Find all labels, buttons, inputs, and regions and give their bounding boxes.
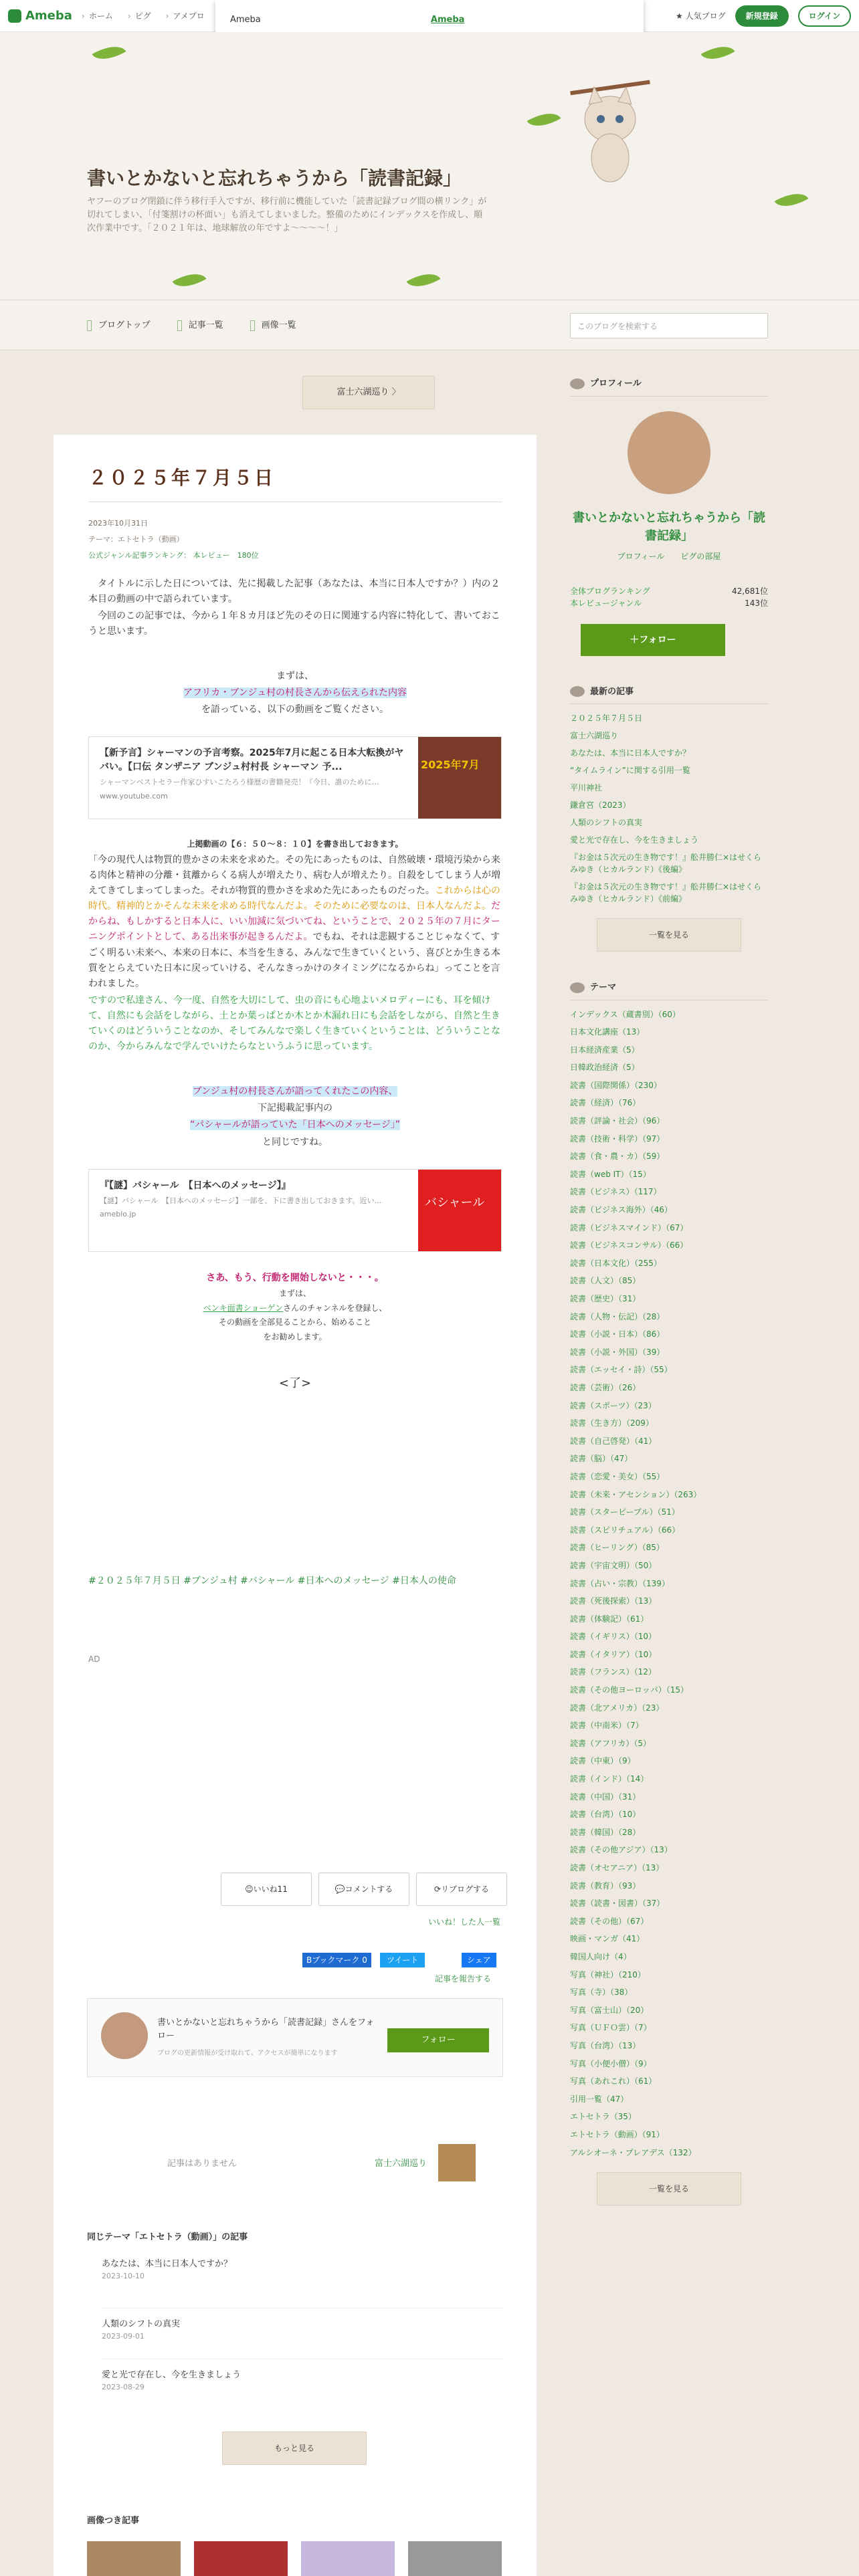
theme-item[interactable]: 読書（中南米）（7） xyxy=(570,1721,644,1731)
like-button[interactable]: ☺ いいね 11 xyxy=(221,1872,312,1906)
recent-item[interactable]: 富士六湖巡り xyxy=(570,731,619,740)
theme-item[interactable]: 読書（ビジネス海外）（46） xyxy=(570,1205,672,1215)
next-article-link[interactable]: 富士六湖巡り xyxy=(375,2159,427,2169)
nav-home[interactable]: › ホーム xyxy=(82,10,113,22)
end-mark: <了> xyxy=(278,1376,312,1390)
related-item[interactable]: 愛と光で存在し、今を生きましょう 2023-08-29 xyxy=(102,2370,242,2391)
follow-button[interactable]: フォロー xyxy=(387,2028,489,2052)
reblog-button[interactable]: ⟳ リブログする xyxy=(416,1872,507,1906)
recent-list-button[interactable]: 一覧を見る xyxy=(597,918,741,952)
next-article-button[interactable]: 富士六湖巡り 〉 xyxy=(302,376,435,409)
sidebar: プロフィール 書いとかないと忘れちゃうから「読書記録」 プロフィール ピグの部屋 全体ブログランキング 42,681位 本レビュージャンル 143位 ＋フォロー 最新の記事 ２０２５年７月５日 富士六湖巡り あなたは、本当に日本人ですか？ “タイムライン”に関する引用一覧 平川神社 鎌倉宮（2023） 人類のシフトの真実 愛と光で存在し、今を生きましょう 『お金は５次元の生き物です！』舩井勝仁×はせくらみゆき（ヒカルランド）《後編》 『お金は５次元の生き物です！』舩井勝仁×はせくらみゆき（ヒカルランド）《前編》 一覧を見る テーマ インデックス（蔵書別）（60） 日本文化講座（13） 日本経済産業（5） 日韓政治経済（5） 読書（国際関係）（230） 読書（経済）（76） 読書（評論・社会）（96） 読書（技術・科学）（97） 読書（食・農・カ）（59） 読書（web IT）（15） 読書（ビジネス）（117） 読書（ビジネス海外）（46） 読書（ビジネスマインド）（67） 読書（ビジネスコンサル）（66） 読書（日本文化）（255） 読書（人文）（85） 読書（歴史）（31） 読書（人物・伝記）（28） 読書（小説・日本）（86） 読書（小説・外国）（39） 読書（エッセイ・詩）（55） 読書（芸術）（26） 読書（スポーツ）（23） 読書（生き方）（209） 読書（自己啓発）（41） 読書（脳）（47） 読書（恋愛・美女）（55） 読書（未来・アセンション）（263） 読書（スターピープル）（51） 読書（スピリチュアル）（66） 読書（ヒーリング）（85） 読書（宇宙文明）（50） 読書（占い・宗教）（139） 読書（死後探索）（13） 読書（体験記）（61） 読書（イギリス）（10） 読書（イタリア）（10） 読書（フランス）（12） 読書（その他ヨーロッパ）（15） 読書（北アメリカ）（23） 読書（中南米）（7） 読書（アフリカ）（5） 読書（中東）（9） 読書（インド）（14） 読書（中国）（31） 読書（台湾）（10） 読書（韓国）（28） 読書（その他アジア）（13） 読書（オセアニア）（13） 読書（教育）（93） 読書（読書・図書）（37） 読書（その他）（67） 映画・マンガ（41） 韓国人向け（4） 写真（神社）（210） 写真（寺）（38） 写真（富士山）（20） 写真（ＵＦＯ雲）（7） 写真（台湾）（13） 写真（小便小僧）（9） 写真（あれこれ）（61） 引用一覧（47） エトセトラ（35） エトセトラ（動画）（91） アルシオーネ・プレアデス（132） 一覧を見る xyxy=(570,377,768,2206)
theme-item[interactable]: エトセトラ（動画）（91） xyxy=(570,2129,664,2139)
popular-blog-link[interactable]: ★ 人気ブログ xyxy=(675,11,726,21)
related-item[interactable]: 人類のシフトの真実 2023-09-01 xyxy=(102,2309,503,2359)
theme-item[interactable]: 読書（スポーツ）（23） xyxy=(570,1400,656,1410)
comment-button[interactable]: 💬 コメントする xyxy=(318,1872,409,1906)
recent-list xyxy=(570,710,768,907)
theme-item[interactable]: 写真（富士山）（20） xyxy=(570,2005,649,2015)
image-thumb[interactable] xyxy=(194,2541,288,2576)
overlay-label: Ameba xyxy=(230,15,261,25)
genre-ranking-link[interactable]: 本レビュージャンル xyxy=(570,598,642,608)
theme-item[interactable]: 読書（芸術）（26） xyxy=(570,1382,641,1392)
leaf-icon xyxy=(701,39,735,67)
prev-article: 記事はありません xyxy=(167,2159,237,2169)
overall-ranking[interactable]: 全体ブログランキング xyxy=(570,586,650,596)
theme-item[interactable]: 読書（エッセイ・詩）（55） xyxy=(570,1365,672,1375)
leaf-icon xyxy=(775,186,809,214)
blog-header xyxy=(0,32,859,300)
quote-text: 「今の現代人は物質的豊かさの未来を求めた。その先にあったものは、自然破壊・環境汚染から来る肉体と精神の分離・貧離からくる病人が増えたり、病む人が増えたり。自殺をしてしまう人が増えてきてしまってしまった。それが物質的豊かさを求めた先にあったものだった。これからは心の時代。精神的とかそんな未来を求める時代なんだよ。そのために必要なのは、日本人なんだよ。だからね、もしかすると日本人に、いい加減に気づいてね、ということで、２０２５年の７月にターニングポイントとして、ある出来事が起きるんだよ。でもね、それは悲観することじゃなくて、すごく明るい未来へ、本来の日本に、本当を生きる、みんなで生きていくという、喜びとか生きる本質をとらえていた日本に戻っていける、そんなきっかけのタイミングになるからね」ってことを言われました。 xyxy=(88,855,500,989)
signup-button[interactable]: 新規登録 xyxy=(735,5,789,27)
more-button[interactable]: もっと見る xyxy=(222,2432,367,2465)
theme-list xyxy=(570,1006,768,2162)
quote-text-2: ですので私達さん、今一度、自然を大切にして、虫の音にも心地よいメロディーにも、耳を傾けて、自然にも会話をしながら、土とか葉っぱとか木とか木漏れ日にも会話をしながら、自然と生きていくのはどういうことなのか、そしてみんなで楽しく生きていくということは、どういうことなのか、今からみんなで学んでいけたらなというふうに思っています。 xyxy=(88,994,500,1053)
article-date: 2023年10月31日 xyxy=(88,519,148,528)
theme-item[interactable]: 写真（神社）（210） xyxy=(570,1969,646,1979)
pigg-room-link[interactable]: ピグの部屋 xyxy=(680,551,721,561)
intro-text-2: 今回のこの記事では、今から１年８カ月ほど先のその日に関連する内容に特化して、書いておこうと思います。 xyxy=(88,610,500,637)
theme-item[interactable]: 読書（脳）（47） xyxy=(570,1454,633,1464)
ameblo-embed-card[interactable]: 『【謎】バシャール 【日本へのメッセージ】』 【謎】バシャール 【日本へのメッセージ】一部を、下に書き出しておきます。近い... ameblo.jp バシャール xyxy=(88,1169,502,1252)
theme-item[interactable]: 写真（寺）（38） xyxy=(570,1988,633,1998)
theme-item[interactable]: 読書（体験記）（61） xyxy=(570,1614,649,1624)
article-container: ２０２５年７月５日 2023年10月31日 テーマ：エトセトラ（動画） 公式ジャンル記事ランキング： 本レビュー 180位 タイトルに示した日については、先に掲載した記事（あなたは、本当に日本人ですか？）内の２本目の動画の中で語られています。 今回のこの記事では、今から１年８カ月ほど先のその日に関連する内容に特化して、書いておこうと思います。 まずは、 アフリカ・ブンジュ村の村長さんから伝えられた内容 を語っている、以下の動画をご覧ください。 【新予言】シャーマンの予言考察。2025年7月に起こる日本大転換がヤバい。【口伝 タンザニア ブンジュ村村長 シャーマン 予... シャーマンベストセラー作家ひすいこたろう様歴の書籍発売！『今日、誰のために… www.youtube.com 2025年7月 上掲動画の【６：５０～８：１０】を書き出しておきます。 「今の現代人は物質的豊かさの未来を求めた。その先にあったものは、自然破壊・環境汚染から来る肉体と精神の分離・貧離からくる病人が増えたり、病む人が増えたり。自殺をしてしまう人が増えてきてしまってしまった。それが物質的豊かさを求めた先にあったものだった。これからは心の時代。精神的とかそんな未来を求める時代なんだよ。そのために必要なのは、日本人なんだよ。だからね、もしかすると日本人に、いい加減に気づいてね、ということで、２０２５年の７月にターニングポイントとして、ある出来事が起きるんだよ。でもね、それは悲観することじゃなくて、すごく明るい未来へ、本来の日本に、本当を生きる、みんなで生きていくという、喜びとか生きる本質をとらえていた日本に戻っていける、そんなきっかけのタイミングになるからね」ってことを言われました。 ですので私達さん、今一度、自然を大切にして、虫の音にも心地よいメロディーにも、耳を傾けて、自然にも会話をしながら、土とか葉っぱとか木とか木漏れ日にも会話をしながら、自然と生きていくのはどういうことなのか、そしてみんなで楽しく生きていくということは、どういうことなのか、今からみんなで学んでいけたらなというふうに思っています。 ブンジュ村の村長さんが語ってくれたこの内容、 下記掲載記事内の “パシャールが語っていた「日本へのメッセージ」” と同じですね。 『【謎】バシャール 【日本へのメッセージ】』 【謎】バシャール 【日本へのメッセージ】一部を、下に書き出しておきます。近い... ameblo.jp バシャール さあ、もう、行動を開始しないと・・・。 まずは、 ベンキ面書ショーゲンさんのチャンネルを登録し、 その動画を全部見ることから、始めること をお勧めします。 <了> #２０２５年７月５日 #ブンジュ村 #バシャール #日本へのメッセージ #日本人の使命 AD ☺ いいね 11 💬 コメントする ⟳ リブログする いいね！した人一覧 Bブックマーク 0 ツイート シェア 記事を報告する 書いとかないと忘れちゃうから「読書記録」さんをフォロー ブログの更新情報が受け取れて、アクセスが簡単になります フォロー 記事はありません 富士六湖巡り 同じテーマ「エトセトラ（動画）」の記事 あなたは、本当に日本人ですか？ 2023-10-10 人類のシフトの真実 2023-09-01 愛と光で存在し、今を生きましょう 2023-08-29 もっと見る 画像つき記事 xyxy=(54,435,537,2576)
bashar-thumbnail: バシャール xyxy=(418,1170,501,1251)
hashtags[interactable]: #２０２５年７月５日 #ブンジュ村 #バシャール #日本へのメッセージ #日本人の使命 xyxy=(88,1576,456,1586)
theme-item[interactable]: 読書（未来・アセンション）（263） xyxy=(570,1489,702,1499)
theme-item[interactable]: 日本文化講座（13） xyxy=(570,1027,645,1037)
genre-ranking[interactable]: 公式ジャンル記事ランキング： 本レビュー 180位 xyxy=(88,551,259,560)
avatar xyxy=(101,2012,148,2059)
leaf-icon xyxy=(527,106,561,134)
theme-item[interactable]: 読書（占い・宗教）（139） xyxy=(570,1578,670,1588)
recent-item[interactable]: ２０２５年７月５日 xyxy=(570,714,643,723)
nav-article-list[interactable]: 記事一覧 xyxy=(177,319,223,332)
theme-item[interactable]: 読書（技術・科学）（97） xyxy=(570,1134,665,1144)
theme-item[interactable]: 日本経済産業（5） xyxy=(570,1045,640,1055)
image-articles-heading: 画像つき記事 xyxy=(87,2516,140,2526)
theme-item[interactable]: 読書（死後探索）（13） xyxy=(570,1596,657,1606)
related-item[interactable]: あなたは、本当に日本人ですか？ 2023-10-10 xyxy=(102,2258,503,2309)
login-button[interactable]: ログイン xyxy=(798,5,851,27)
theme-item[interactable]: 読書（web IT）（15） xyxy=(570,1169,651,1179)
highlight-bunju-2: ブンジュ村の村長さんが語ってくれたこの内容、 xyxy=(192,1086,398,1097)
theme-item[interactable]: 読書（人文）（85） xyxy=(570,1276,641,1286)
highlight-bunju: アフリカ・ブンジュ村の村長さんから伝えられた内容 xyxy=(183,687,407,699)
overlay-link[interactable]: Ameba xyxy=(430,15,465,25)
theme-item[interactable]: 韓国人向け（4） xyxy=(570,1951,632,1961)
theme-item[interactable]: 読書（スピリチュアル）（66） xyxy=(570,1525,680,1535)
quote-heading: 上掲動画の【６：５０～８：１０】を書き出しておきます。 xyxy=(187,839,403,849)
theme-heading: テーマ xyxy=(570,981,768,1000)
theme-item[interactable]: 読書（ビジネスコンサル）（66） xyxy=(570,1241,688,1251)
theme-item[interactable]: 写真（ＵＦＯ雲）（7） xyxy=(570,2023,652,2033)
next-article-thumb[interactable] xyxy=(438,2144,476,2181)
profile-link[interactable]: プロフィール xyxy=(617,551,665,561)
theme-item[interactable]: 読書（小説・外国）（39） xyxy=(570,1347,665,1357)
same-theme-heading: 同じテーマ「エトセトラ（動画）」の記事 xyxy=(87,2232,248,2242)
theme-item[interactable]: 読書（国際関係）（230） xyxy=(570,1080,662,1090)
theme-item[interactable]: 読書（スターピープル）（51） xyxy=(570,1507,680,1517)
theme-item[interactable]: 読書（教育）（93） xyxy=(570,1881,641,1891)
theme-item[interactable]: 読書（生き方）（209） xyxy=(570,1418,654,1428)
theme-item[interactable]: 読書（インド）（14） xyxy=(570,1774,649,1784)
recent-item[interactable]: 『お金は５次元の生き物です！』舩井勝仁×はせくらみゆき（ヒカルランド）《前編》 xyxy=(570,882,762,903)
theme-item[interactable]: アルシオーネ・プレアデス（132） xyxy=(570,2147,696,2157)
theme-item[interactable]: 読書（イタリア）（10） xyxy=(570,1649,657,1659)
recent-item[interactable]: 『お金は５次元の生き物です！』舩井勝仁×はせくらみゆき（ヒカルランド）《後編》 xyxy=(570,853,762,874)
blog-description: ヤフーのブログ閉鎖に伴う移行手入ですが、移行前に機能していた「読書記録ブログ間の横リンク」が切れてしまい、「付箋割けの杯面い」も消えてしまいました。整備のためにインデックスを作成し、順次作業中です。「２０２１年は、地球解放の年ですよ～～～～！」 xyxy=(87,197,487,234)
theme-item[interactable]: 読書（中東）（9） xyxy=(570,1756,636,1766)
blog-nav xyxy=(0,300,859,350)
theme-item[interactable]: 読書（小説・日本）（86） xyxy=(570,1329,665,1339)
recent-item[interactable]: 平川神社 xyxy=(570,783,603,792)
cat-illustration xyxy=(570,72,650,186)
nav-amepro[interactable]: › アメプロ xyxy=(166,10,205,22)
theme-item[interactable]: 読書（経済）（76） xyxy=(570,1098,641,1108)
recent-item[interactable]: 鎌倉宮（2023） xyxy=(570,800,631,810)
youtube-embed-card[interactable]: 【新予言】シャーマンの予言考察。2025年7月に起こる日本大転換がヤバい。【口伝 タンザニア ブンジュ村村長 シャーマン 予... シャーマンベストセラー作家ひすいこたろう様歴の書籍発売！『今日、誰のために… www.youtube.com 2025年7月 xyxy=(88,736,502,819)
article-title[interactable]: ２０２５年７月５日 xyxy=(88,464,502,502)
recent-item[interactable]: 人類のシフトの真実 xyxy=(570,818,643,827)
article-theme[interactable]: テーマ：エトセトラ（動画） xyxy=(88,535,184,544)
profile-name[interactable]: 書いとかないと忘れちゃうから「読書記録」 xyxy=(573,510,765,543)
theme-item[interactable]: 読書（読書・図書）（37） xyxy=(570,1899,665,1909)
call-to-action: さあ、もう、行動を開始しないと・・・。 xyxy=(206,1272,384,1283)
theme-item[interactable]: 読書（台湾）（10） xyxy=(570,1810,641,1820)
leaf-icon xyxy=(92,39,126,67)
theme-item[interactable]: 読書（歴史）（31） xyxy=(570,1294,641,1303)
video-thumbnail: 2025年7月 xyxy=(418,737,501,819)
theme-item[interactable]: 読書（日本文化）（255） xyxy=(570,1258,662,1268)
theme-item[interactable]: 読書（ヒーリング）（85） xyxy=(570,1543,664,1553)
theme-item[interactable]: 読書（イギリス）（10） xyxy=(570,1632,657,1642)
profile-avatar[interactable] xyxy=(628,411,710,494)
sidebar-follow-button[interactable]: ＋フォロー xyxy=(581,624,725,656)
theme-item[interactable]: 読書（韓国）（28） xyxy=(570,1827,641,1837)
liked-list-link[interactable]: いいね！した人一覧 xyxy=(428,1917,501,1927)
ameba-logo-icon xyxy=(8,9,21,23)
theme-item[interactable]: 読書（アフリカ）（5） xyxy=(570,1738,652,1748)
theme-item[interactable]: 写真（あれこれ）（61） xyxy=(570,2076,657,2086)
theme-item[interactable]: エトセトラ（35） xyxy=(570,2112,636,2122)
recent-item[interactable]: あなたは、本当に日本人ですか？ xyxy=(570,748,691,758)
theme-item[interactable]: 読書（評論・社会）（96） xyxy=(570,1116,665,1126)
image-thumb[interactable] xyxy=(301,2541,395,2576)
text-below: 下記掲載記事内の xyxy=(258,1103,332,1114)
recent-item[interactable]: “タイムライン”に関する引用一覧 xyxy=(570,766,690,775)
theme-item[interactable]: 写真（台湾）（13） xyxy=(570,2040,641,2050)
theme-item[interactable]: インデックス（蔵書別）（60） xyxy=(570,1009,680,1019)
leaf-icon xyxy=(173,266,207,294)
nav-pigg[interactable]: › ピグ xyxy=(128,10,151,22)
channel-link[interactable]: ベンキ面書ショーゲン xyxy=(203,1303,284,1313)
theme-item[interactable]: 読書（人物・伝記）（28） xyxy=(570,1311,665,1321)
ad-label: AD xyxy=(88,1654,100,1664)
theme-item[interactable]: 読書（フランス）（12） xyxy=(570,1667,656,1677)
bookmark-button[interactable]: Bブックマーク 0 xyxy=(302,1953,371,1967)
theme-item[interactable]: 読書（北アメリカ）（23） xyxy=(570,1703,664,1713)
nav-image-list[interactable]: 画像一覧 xyxy=(250,319,296,332)
blog-title[interactable]: 書いとかないと忘れちゃうから「読書記録」 xyxy=(87,167,462,189)
blog-search-input[interactable]: このブログを検索する xyxy=(570,313,768,338)
theme-item[interactable]: 読書（宇宙文明）（50） xyxy=(570,1560,657,1570)
text-same: と同じですね。 xyxy=(262,1136,328,1148)
theme-item[interactable]: 引用一覧（47） xyxy=(570,2094,629,2104)
theme-list-button[interactable]: 一覧を見る xyxy=(597,2172,741,2206)
theme-item[interactable]: 読書（自己啓発）（41） xyxy=(570,1436,657,1446)
leaf-icon xyxy=(407,266,441,294)
follow-box: 書いとかないと忘れちゃうから「読書記録」さんをフォロー ブログの更新情報が受け取れて、アクセスが簡単になります フォロー xyxy=(87,1998,503,2077)
theme-item[interactable]: 読書（その他ヨーロッパ）（15） xyxy=(570,1685,689,1695)
theme-item[interactable]: 読書（恋愛・美女）（55） xyxy=(570,1471,665,1481)
text-video-intro: を語っている、以下の動画をご覧ください。 xyxy=(201,704,389,716)
theme-item[interactable]: 読書（ビジネスマインド）（67） xyxy=(570,1222,688,1232)
highlight-bashar: “パシャールが語っていた「日本へのメッセージ」” xyxy=(189,1119,401,1131)
ameba-logo[interactable]: Ameba xyxy=(8,7,82,25)
theme-item[interactable]: 読書（ビジネス）（117） xyxy=(570,1187,662,1197)
theme-item[interactable]: 読書（食・農・カ）（59） xyxy=(570,1152,665,1162)
report-link[interactable]: 記事を報告する xyxy=(435,1974,492,1983)
share-button[interactable]: シェア xyxy=(462,1953,496,1967)
theme-item[interactable]: 写真（小便小僧）（9） xyxy=(570,2058,652,2068)
nav-blog-top[interactable]: ブログトップ xyxy=(87,319,151,332)
image-thumb[interactable] xyxy=(408,2541,502,2576)
theme-item[interactable]: 読書（その他）（67） xyxy=(570,1916,649,1926)
theme-item[interactable]: 日韓政治経済（5） xyxy=(570,1063,640,1073)
theme-item[interactable]: 読書（その他アジア）（13） xyxy=(570,1845,672,1855)
theme-item[interactable]: 読書（オセアニア）（13） xyxy=(570,1863,664,1872)
image-thumb[interactable] xyxy=(87,2541,181,2576)
theme-item[interactable]: 映画・マンガ（41） xyxy=(570,1934,645,1944)
profile-heading: プロフィール xyxy=(570,377,768,397)
text-mazu: まずは、 xyxy=(276,670,314,681)
recent-item[interactable]: 愛と光で存在し、今を生きましょう xyxy=(570,835,699,845)
recent-heading: 最新の記事 xyxy=(570,685,768,705)
theme-item[interactable]: 読書（中国）（31） xyxy=(570,1792,641,1802)
tweet-button[interactable]: ツイート xyxy=(380,1953,425,1967)
intro-text: タイトルに示した日については、先に掲載した記事（あなたは、本当に日本人ですか？）内の２本目の動画の中で語られています。 xyxy=(88,578,500,605)
